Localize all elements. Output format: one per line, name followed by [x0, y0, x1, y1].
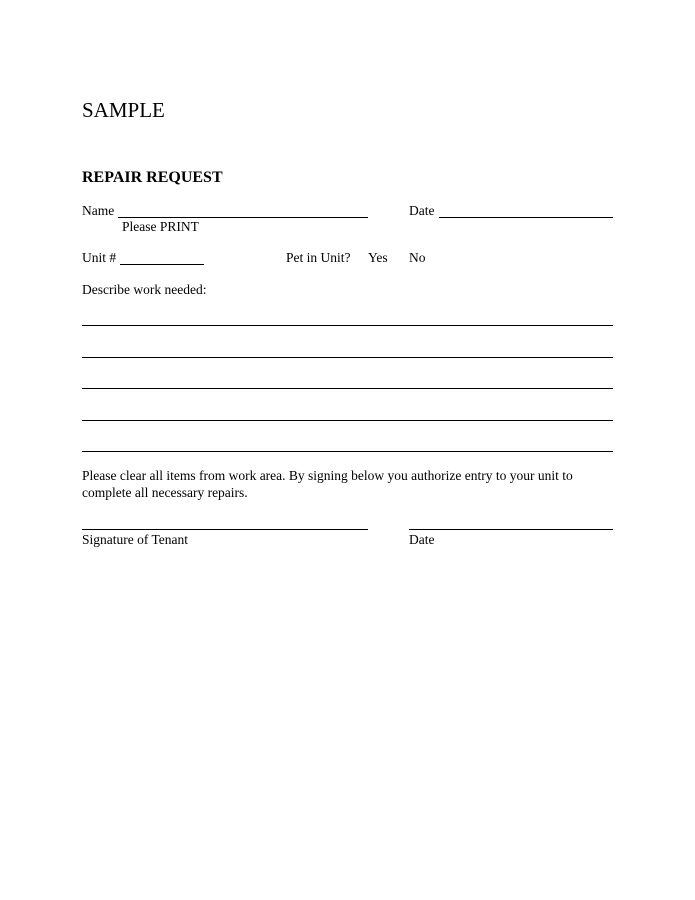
work-description-line[interactable]	[82, 420, 613, 421]
signature-field[interactable]	[82, 529, 368, 530]
pet-no-option[interactable]: No	[409, 250, 426, 265]
unit-field[interactable]	[120, 264, 204, 265]
signature-date-label: Date	[409, 532, 435, 547]
signature-label: Signature of Tenant	[82, 532, 189, 547]
date-field[interactable]	[439, 217, 613, 218]
name-label: Name	[82, 203, 115, 218]
name-hint: Please PRINT	[122, 219, 199, 234]
name-field[interactable]	[118, 217, 368, 218]
date-label: Date	[409, 203, 435, 218]
pet-yes-option[interactable]: Yes	[368, 250, 388, 265]
form-title: REPAIR REQUEST	[82, 169, 223, 186]
unit-label: Unit #	[82, 250, 117, 265]
describe-label: Describe work needed:	[82, 282, 207, 297]
sample-heading: SAMPLE	[82, 98, 165, 122]
authorization-notice: Please clear all items from work area. By signing below you authorize entry to your unit to complete all necessary repairs.	[82, 468, 573, 500]
signature-date-field[interactable]	[409, 529, 613, 530]
work-description-line[interactable]	[82, 388, 613, 389]
pet-label: Pet in Unit?	[286, 250, 351, 265]
work-description-line[interactable]	[82, 325, 613, 326]
work-description-line[interactable]	[82, 451, 613, 452]
work-description-line[interactable]	[82, 357, 613, 358]
